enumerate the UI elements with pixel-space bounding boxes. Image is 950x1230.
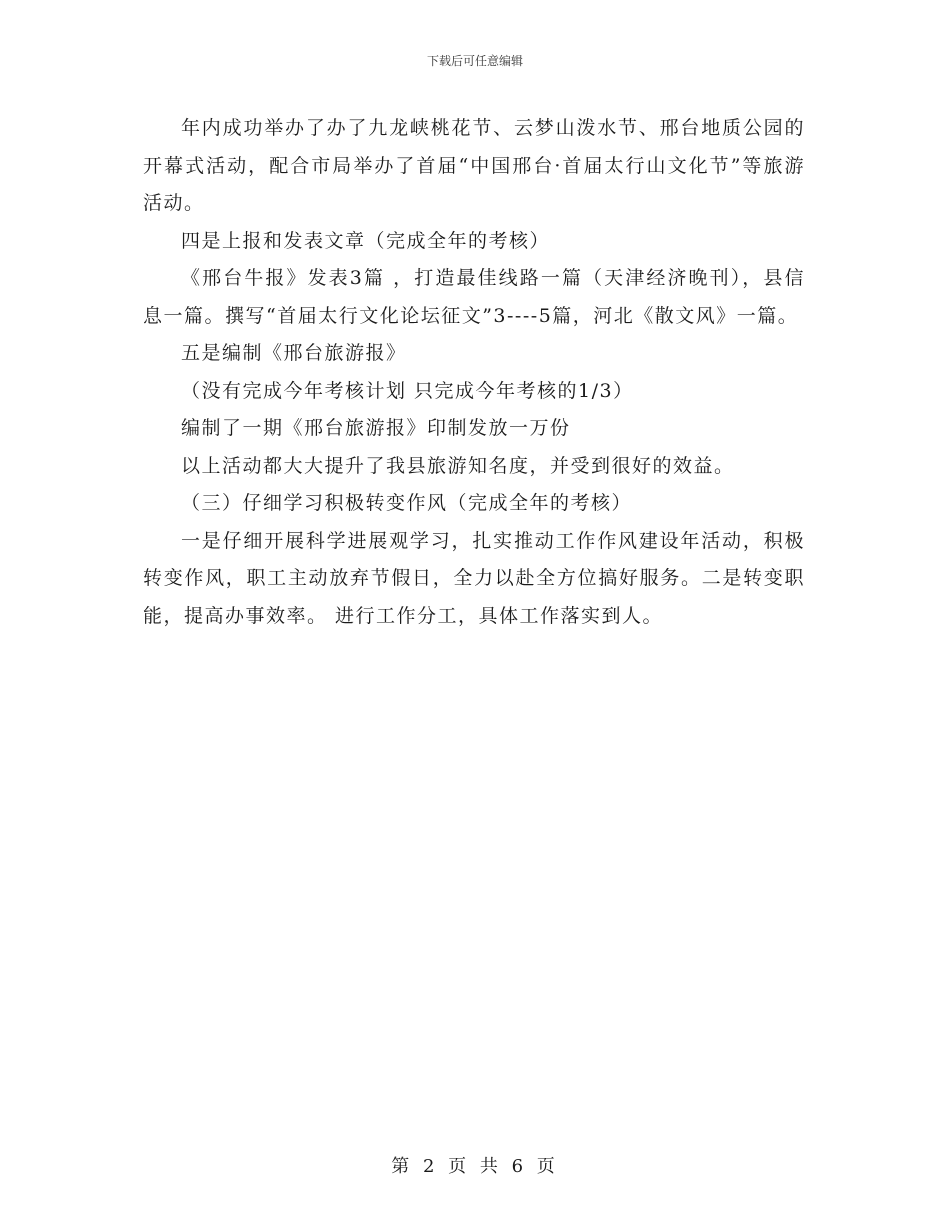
paragraph: 五是编制《邢台旅游报》	[181, 342, 407, 364]
paragraph: （三）仔细学习积极转变作风（完成全年的考核）	[181, 492, 633, 514]
paragraph: 年内成功举办了办了九龙峡桃花节、云梦山泼水节、邢台地质公园的开幕式活动，配合市局举办了首届“中国邢台·首届太行山文化节”等旅游活动。	[143, 117, 805, 214]
paragraph: 以上活动都大大提升了我县旅游知名度，并受到很好的效益。	[181, 454, 735, 477]
paragraph: 编制了一期《邢台旅游报》印制发放一万份	[181, 417, 571, 439]
paragraph: （没有完成今年考核计划 只完成今年考核的1/3）	[181, 379, 634, 402]
paragraph: 一是仔细开展科学进展观学习，扎实推动工作作风建设年活动，积极转变作风，职工主动放弃节假日，全力以赴全方位搞好服务。二是转变职能，提高办事效率。 进行工作分工，具体工作落实到人。	[143, 529, 805, 627]
document-body	[143, 110, 805, 635]
page-header: 下载后可任意编辑	[426, 54, 523, 68]
paragraph: 四是上报和发表文章（完成全年的考核）	[181, 229, 551, 252]
page-number-footer: 第 2 页 共 6 页	[391, 1156, 559, 1177]
paragraph: 《邢台牛报》发表3篇 ，打造最佳线路一篇（天津经济晚刊），县信息一篇。撰写“首届太行文化论坛征文”3----5篇，河北《散文风》一篇。	[143, 267, 805, 327]
